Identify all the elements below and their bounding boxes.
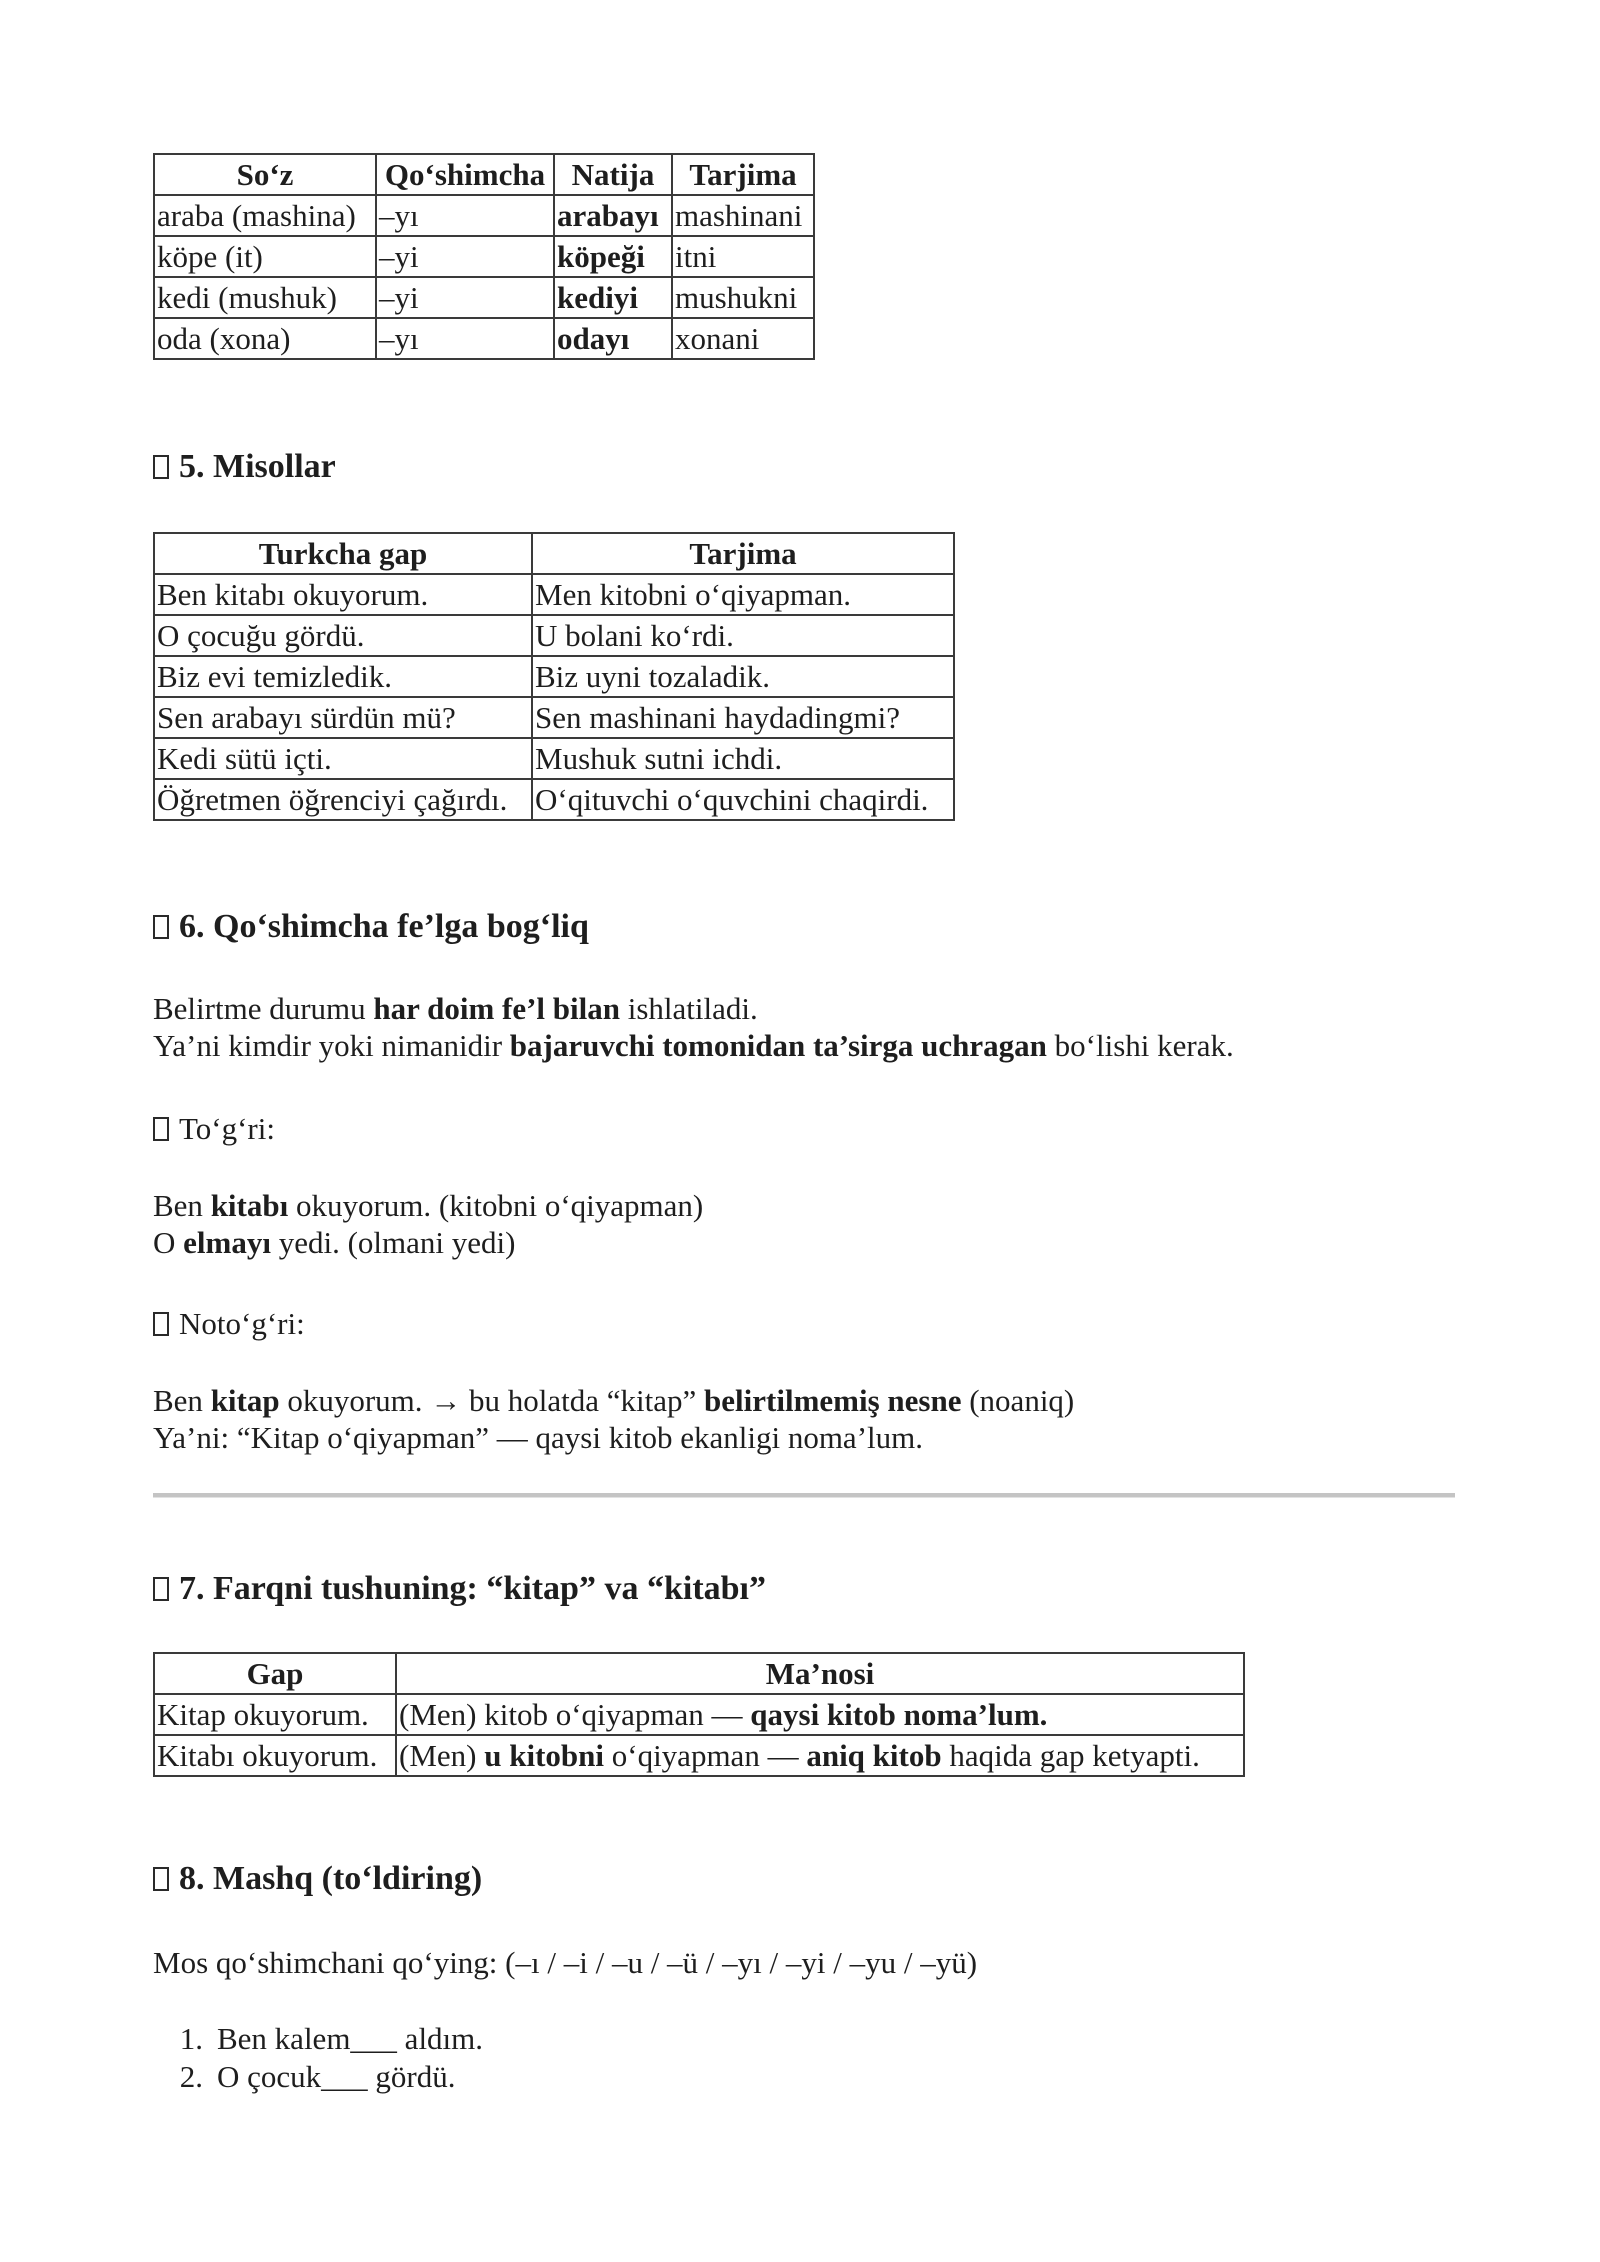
section-title: 6. Qo‘shimcha fe’lga bog‘liq: [179, 908, 589, 945]
table-cell: xonani: [672, 318, 814, 359]
rule-paragraph: [153, 990, 1234, 1064]
table-cell: U bolani ko‘rdi.: [532, 615, 954, 656]
text-run: O: [153, 1225, 184, 1260]
table-cell: Kitabı okuyorum.: [154, 1735, 396, 1776]
text-run: (Men): [399, 1738, 485, 1773]
table-cell: itni: [672, 236, 814, 277]
section-heading-5: [153, 448, 336, 486]
list-item: [153, 2058, 483, 2096]
table-cell: [396, 1735, 1244, 1776]
column-header: Gap: [154, 1653, 396, 1694]
column-header: So‘z: [154, 154, 376, 195]
table-row: [154, 318, 814, 359]
table-row: [154, 236, 814, 277]
table-cell: Öğretmen öğrenciyi çağırdı.: [154, 779, 532, 820]
table-cell: Sen mashinani haydadingmi?: [532, 697, 954, 738]
text-run: okuyorum. (kitobni o‘qiyapman): [288, 1188, 704, 1223]
missing-glyph-icon: [153, 455, 169, 479]
emphasis-text: qaysi kitob noma’lum.: [750, 1697, 1048, 1732]
section-title: 5. Misollar: [179, 448, 336, 485]
text-run: Ben: [153, 1188, 211, 1223]
emphasis-text: elmayı: [183, 1225, 271, 1260]
list-number: 1.: [179, 2021, 203, 2056]
table-cell: O‘qituvchi o‘quvchini chaqirdi.: [532, 779, 954, 820]
wrong-examples: [153, 1382, 1074, 1456]
table-cell: –yı: [376, 318, 554, 359]
column-header: Tarjima: [672, 154, 814, 195]
emphasis-text: belirtilmemiş nesne: [704, 1383, 962, 1418]
text-run: (noaniq): [961, 1383, 1075, 1418]
correct-examples: [153, 1187, 703, 1261]
table-cell: –yı: [376, 195, 554, 236]
table-row: [154, 656, 954, 697]
text-run: Ben: [153, 1383, 211, 1418]
table-cell: Biz evi temizledik.: [154, 656, 532, 697]
text-line: [153, 1382, 1074, 1419]
text-run: ishlatiladi.: [620, 991, 758, 1026]
text-run: bo‘lishi kerak.: [1046, 1028, 1234, 1063]
emphasis-text: bajaruvchi tomonidan ta’sirga uchragan: [509, 1028, 1047, 1063]
correct-label: [153, 1110, 275, 1147]
table-cell: Biz uyni tozaladik.: [532, 656, 954, 697]
examples-table: [153, 532, 955, 821]
table-row: [154, 697, 954, 738]
text-run: Belirtme durumu: [153, 991, 374, 1026]
table-header-row: [154, 533, 954, 574]
result-word: kediyi: [557, 280, 638, 315]
text-line: [153, 1224, 703, 1261]
section-heading-7: [153, 1570, 766, 1608]
section-heading-6: [153, 908, 589, 946]
column-header: Qo‘shimcha: [376, 154, 554, 195]
section-title: 8. Mashq (to‘ldiring): [179, 1860, 483, 1897]
table-cell: O çocuğu gördü.: [154, 615, 532, 656]
section-heading-8: [153, 1860, 482, 1898]
table-cell: mushukni: [672, 277, 814, 318]
table-cell: oda (xona): [154, 318, 376, 359]
table-header-row: [154, 1653, 1244, 1694]
list-number: 2.: [179, 2059, 203, 2094]
table-row: [154, 195, 814, 236]
column-header: Ma’nosi: [396, 1653, 1244, 1694]
missing-glyph-icon: [153, 1312, 169, 1336]
emphasis-text: u kitobni: [484, 1738, 604, 1773]
table-cell: –yi: [376, 236, 554, 277]
text-run: yedi. (olmani yedi): [270, 1225, 516, 1260]
table-cell: kedi (mushuk): [154, 277, 376, 318]
result-word: köpeği: [557, 239, 645, 274]
column-header: Tarjima: [532, 533, 954, 574]
table-row: [154, 615, 954, 656]
missing-glyph-icon: [153, 1867, 169, 1891]
emphasis-text: kitabı: [210, 1188, 289, 1223]
exercise-text: Ben kalem___ aldım.: [217, 2021, 484, 2056]
table-row: [154, 1694, 1244, 1735]
exercise-list: [153, 2020, 483, 2096]
table-row: [154, 277, 814, 318]
table-cell: [554, 277, 672, 318]
exercise-text: O çocuk___ gördü.: [217, 2059, 456, 2094]
table-cell: Ben kitabı okuyorum.: [154, 574, 532, 615]
horizontal-divider: [153, 1493, 1455, 1498]
table-cell: Kedi sütü içti.: [154, 738, 532, 779]
text-run: Ya’ni kimdir yoki nimanidir: [153, 1028, 510, 1063]
table-row: [154, 779, 954, 820]
table-cell: araba (mashina): [154, 195, 376, 236]
table-cell: –yi: [376, 277, 554, 318]
label-text: Noto‘g‘ri:: [179, 1306, 305, 1341]
table-cell: Kitap okuyorum.: [154, 1694, 396, 1735]
text-run: o‘qiyapman —: [604, 1738, 807, 1773]
table-cell: [396, 1694, 1244, 1735]
table-cell: [554, 195, 672, 236]
text-run: haqida gap ketyapti.: [941, 1738, 1200, 1773]
table-cell: mashinani: [672, 195, 814, 236]
suffix-table: [153, 153, 815, 360]
exercise-instruction: Mos qo‘shimchani qo‘ying: (–ı / –i / –u / –ü / –yı / –yi / –yu / –yü): [153, 1945, 978, 1980]
list-item: [153, 2020, 483, 2058]
text-run: okuyorum. → bu holatda “kitap”: [279, 1383, 705, 1418]
label-text: To‘g‘ri:: [179, 1111, 275, 1146]
table-row: [154, 1735, 1244, 1776]
comparison-table: [153, 1652, 1245, 1777]
column-header: Natija: [554, 154, 672, 195]
column-header: Turkcha gap: [154, 533, 532, 574]
text-line: [153, 1027, 1234, 1064]
section-title: 7. Farqni tushuning: “kitap” va “kitabı”: [179, 1570, 766, 1607]
table-row: [154, 574, 954, 615]
missing-glyph-icon: [153, 1117, 169, 1141]
table-cell: Mushuk sutni ichdi.: [532, 738, 954, 779]
table-cell: köpe (it): [154, 236, 376, 277]
emphasis-text: aniq kitob: [806, 1738, 942, 1773]
emphasis-text: har doim fe’l bilan: [373, 991, 620, 1026]
missing-glyph-icon: [153, 915, 169, 939]
text-line: [153, 990, 1234, 1027]
result-word: arabayı: [557, 198, 659, 233]
text-line: [153, 1187, 703, 1224]
wrong-label: [153, 1305, 305, 1342]
table-header-row: [154, 154, 814, 195]
result-word: odayı: [557, 321, 630, 356]
table-cell: [554, 236, 672, 277]
table-cell: Men kitobni o‘qiyapman.: [532, 574, 954, 615]
table-row: [154, 738, 954, 779]
table-cell: Sen arabayı sürdün mü?: [154, 697, 532, 738]
missing-glyph-icon: [153, 1577, 169, 1601]
table-cell: [554, 318, 672, 359]
text-run: (Men) kitob o‘qiyapman —: [399, 1697, 751, 1732]
text-line: Ya’ni: “Kitap o‘qiyapman” — qaysi kitob ekanligi noma’lum.: [153, 1420, 923, 1455]
emphasis-text: kitap: [210, 1383, 280, 1418]
